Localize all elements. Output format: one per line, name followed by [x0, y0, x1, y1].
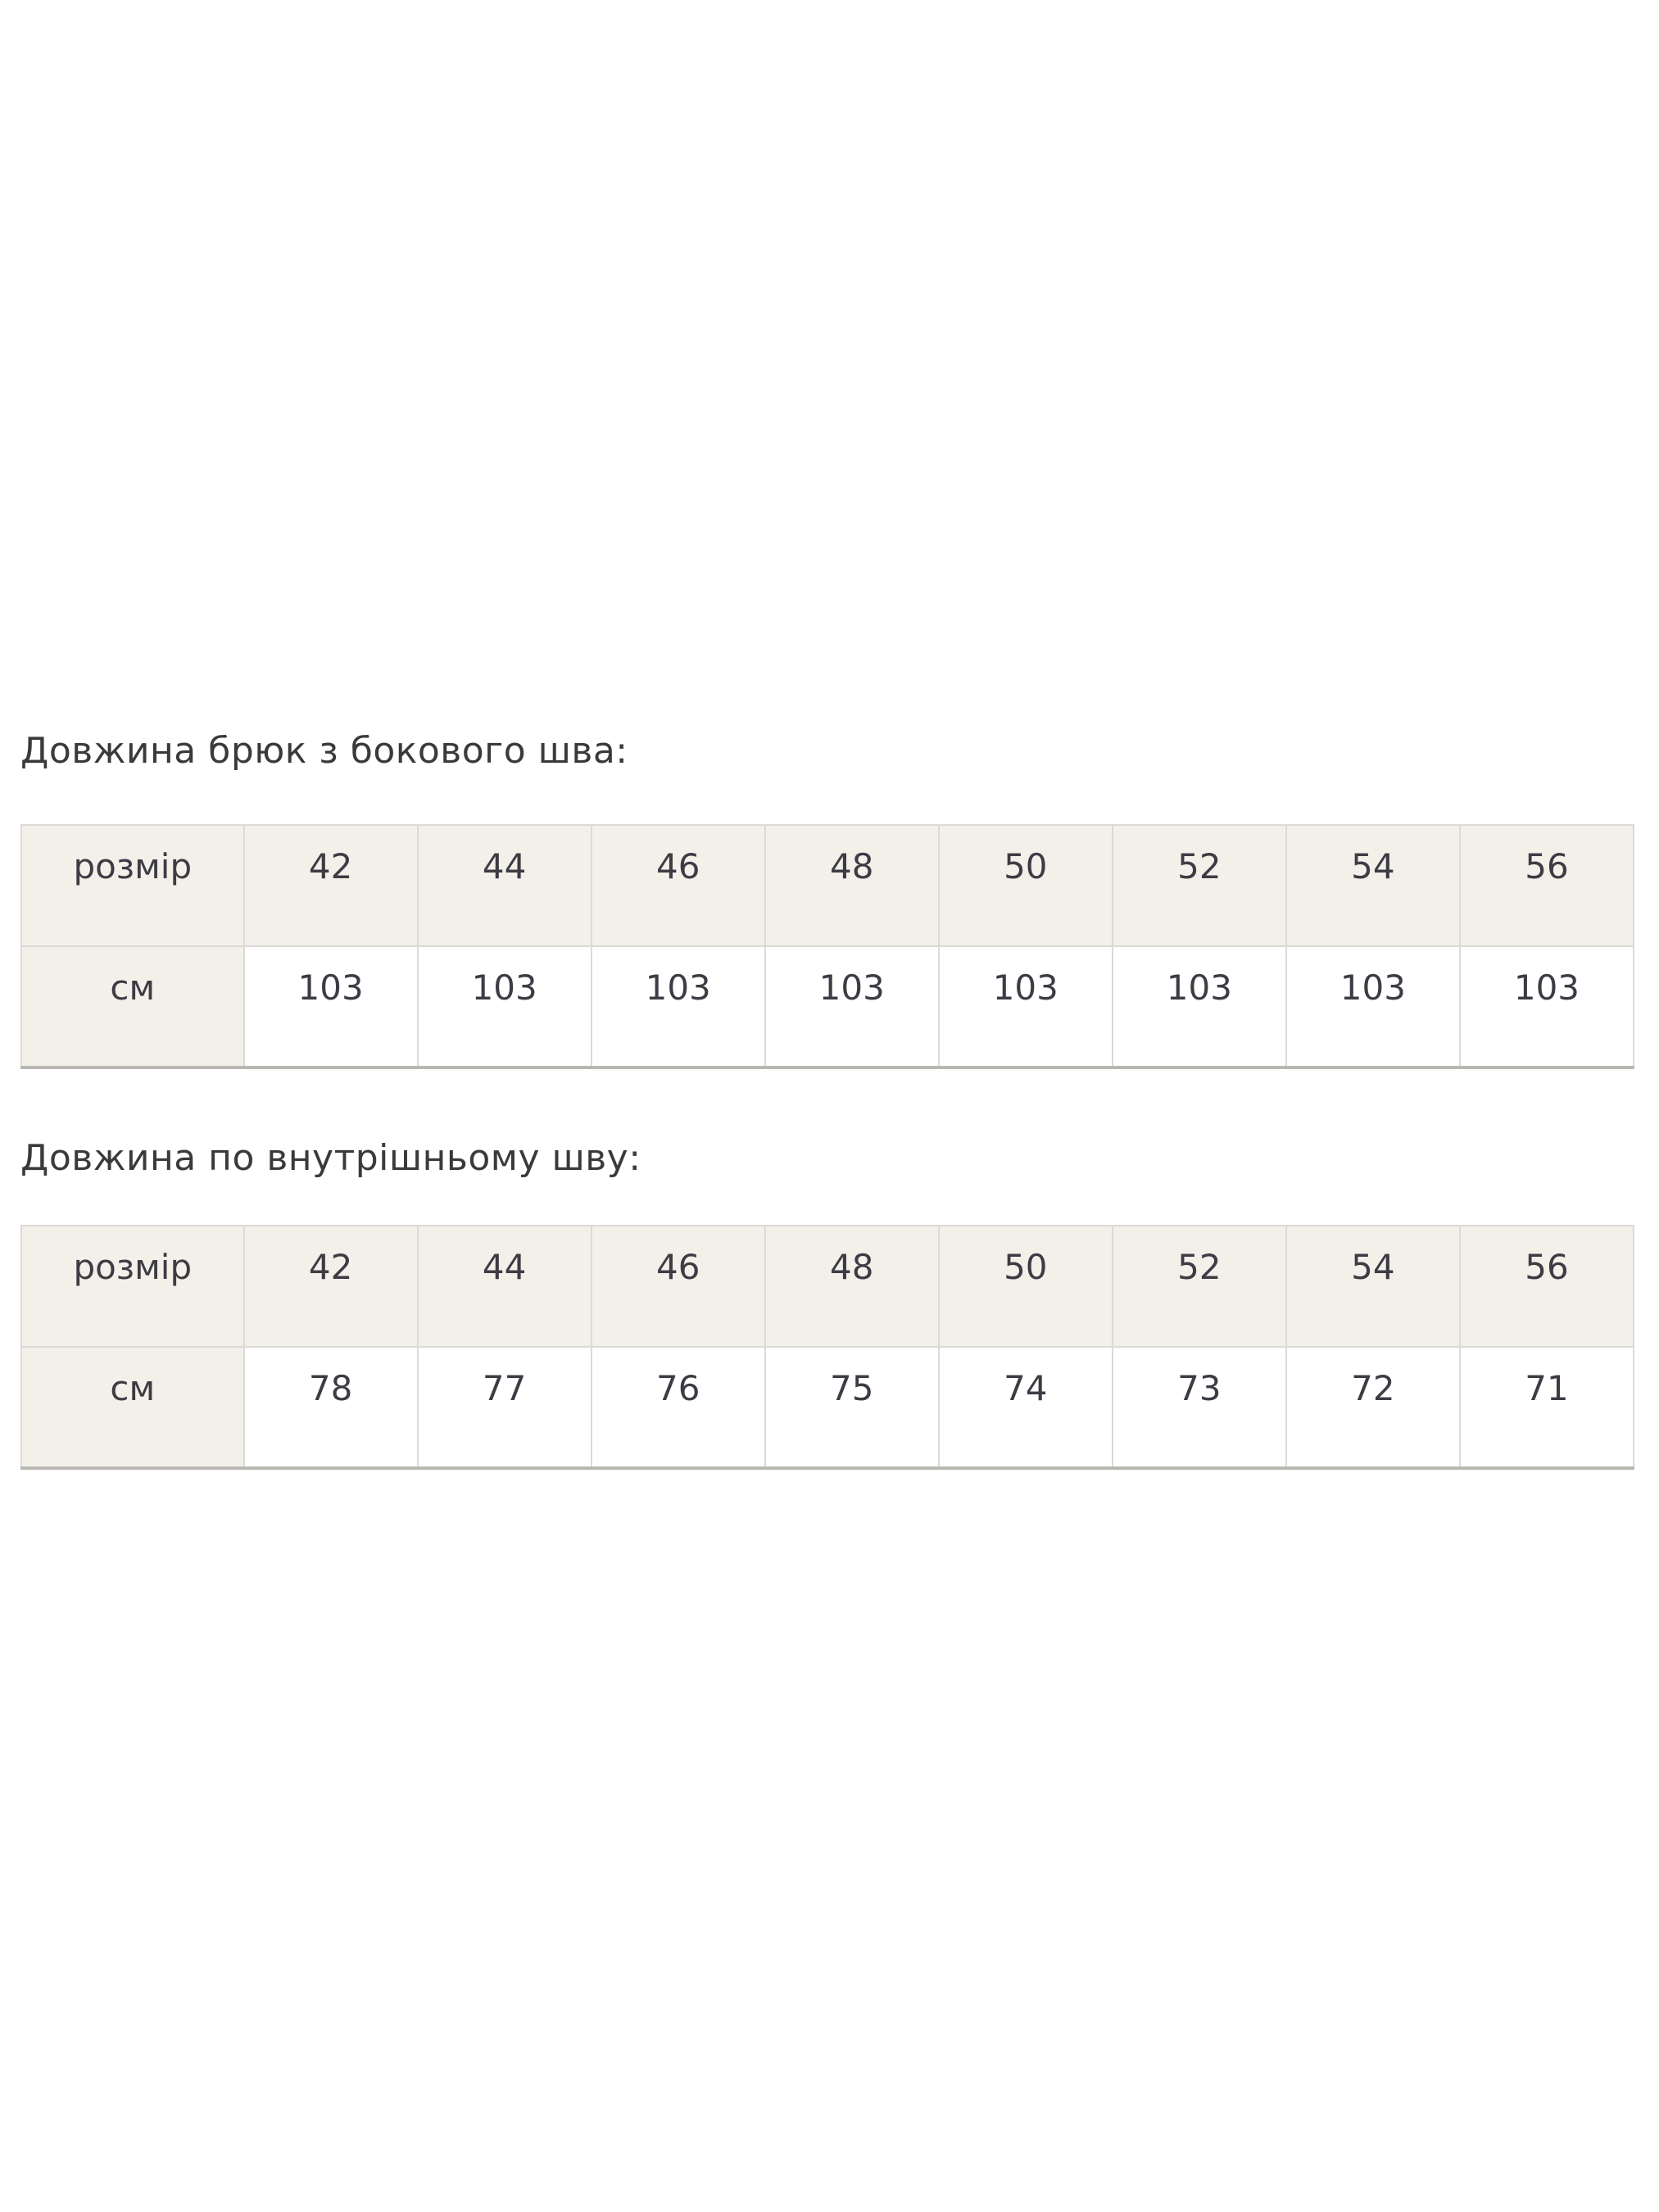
- top-whitespace: [20, 0, 1634, 726]
- size-header-cell: 56: [1460, 1226, 1634, 1347]
- value-cell: 78: [244, 1347, 418, 1468]
- size-header-cell: 52: [1113, 825, 1286, 946]
- size-header-cell: 50: [939, 1226, 1113, 1347]
- size-header-cell: 54: [1286, 1226, 1460, 1347]
- value-cell: 77: [418, 1347, 592, 1468]
- value-cell: 103: [1113, 946, 1286, 1067]
- size-header-cell: 42: [244, 825, 418, 946]
- section-heading-inner-seam: Довжина по внутрішньому шву:: [20, 1137, 641, 1179]
- size-header-cell: 52: [1113, 1226, 1286, 1347]
- table-row: [21, 946, 1634, 1067]
- section-heading-side-seam: Довжина брюк з бокового шва:: [20, 730, 628, 772]
- size-header-cell: 46: [592, 825, 765, 946]
- value-cell: 73: [1113, 1347, 1286, 1468]
- row-label-cell: см: [21, 946, 244, 1067]
- value-cell: 71: [1460, 1347, 1634, 1468]
- row-label-cell: розмір: [21, 1226, 244, 1347]
- value-cell: 75: [765, 1347, 939, 1468]
- size-header-cell: 50: [939, 825, 1113, 946]
- value-cell: 76: [592, 1347, 765, 1468]
- size-header-cell: 48: [765, 825, 939, 946]
- size-header-cell: 54: [1286, 825, 1460, 946]
- value-cell: 103: [939, 946, 1113, 1067]
- table-row: [21, 1226, 1634, 1347]
- size-header-cell: 46: [592, 1226, 765, 1347]
- table-row: [21, 1347, 1634, 1468]
- value-cell: 74: [939, 1347, 1113, 1468]
- size-header-cell: 48: [765, 1226, 939, 1347]
- size-header-cell: 42: [244, 1226, 418, 1347]
- size-header-cell: 44: [418, 1226, 592, 1347]
- value-cell: 103: [1460, 946, 1634, 1067]
- row-label-cell: см: [21, 1347, 244, 1468]
- value-cell: 103: [1286, 946, 1460, 1067]
- value-cell: 103: [765, 946, 939, 1067]
- row-label-cell: розмір: [21, 825, 244, 946]
- value-cell: 103: [592, 946, 765, 1067]
- size-header-cell: 56: [1460, 825, 1634, 946]
- size-table-inner-seam: [20, 1225, 1634, 1470]
- size-header-cell: 44: [418, 825, 592, 946]
- value-cell: 103: [244, 946, 418, 1067]
- value-cell: 103: [418, 946, 592, 1067]
- value-cell: 72: [1286, 1347, 1460, 1468]
- size-table-side-seam: [20, 824, 1634, 1069]
- table-row: [21, 825, 1634, 946]
